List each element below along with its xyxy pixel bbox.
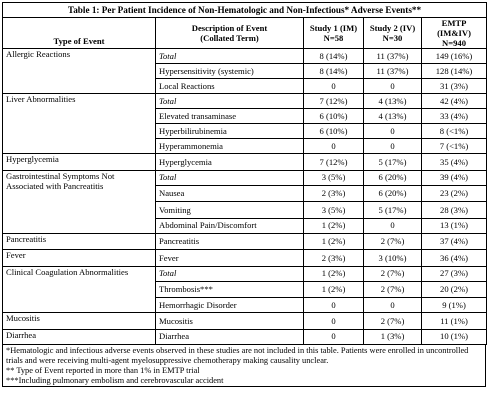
- event-type-cell: Allergic Reactions: [3, 49, 156, 94]
- study1-cell: 7 (12%): [304, 154, 364, 171]
- event-type-cell: Mucositis: [3, 313, 156, 330]
- table-title: Table 1: Per Patient Incidence of Non-Hematologic and Non-Infectious* Adverse Events**: [3, 3, 487, 18]
- emtp-cell: 11 (1%): [422, 313, 487, 330]
- header-study1: [304, 18, 364, 49]
- description-cell: Hyperammonemia: [156, 139, 304, 154]
- table-row: [3, 329, 487, 344]
- header-description-line2: (Collated Term): [200, 33, 259, 43]
- header-study2-line2: N=30: [382, 33, 403, 43]
- study1-cell: 0: [304, 329, 364, 344]
- header-study1-line1: Study 1 (IM): [309, 23, 358, 33]
- description-cell: Thrombosis***: [156, 281, 304, 298]
- event-type-cell: Liver Abnormalities: [3, 94, 156, 154]
- study1-cell: 7 (12%): [304, 94, 364, 109]
- study1-cell: 3 (5%): [304, 202, 364, 219]
- study2-cell: 0: [364, 298, 422, 313]
- study2-cell: 4 (13%): [364, 94, 422, 109]
- header-type-of-event: Type of Event: [3, 18, 156, 49]
- description-cell: Total: [156, 49, 304, 64]
- table-row: [3, 250, 487, 267]
- study1-cell: 8 (14%): [304, 64, 364, 79]
- study2-cell: 5 (17%): [364, 154, 422, 171]
- emtp-cell: 42 (4%): [422, 94, 487, 109]
- study1-cell: 1 (2%): [304, 233, 364, 250]
- header-study1-line2: N=58: [323, 33, 344, 43]
- event-type-cell: Fever: [3, 250, 156, 267]
- emtp-cell: 10 (1%): [422, 329, 487, 344]
- event-type-cell: Clinical Coagulation Abnormalities: [3, 266, 156, 313]
- footnote-3: ***Including pulmonary embolism and cerebrovascular accident: [6, 376, 224, 386]
- study1-cell: 0: [304, 79, 364, 94]
- description-cell: Local Reactions: [156, 79, 304, 94]
- header-study2-line1: Study 2 (IV): [369, 23, 416, 33]
- description-cell: Hyperglycemia: [156, 154, 304, 171]
- study2-cell: 2 (7%): [364, 313, 422, 330]
- emtp-cell: 23 (2%): [422, 185, 487, 202]
- emtp-cell: 13 (1%): [422, 218, 487, 233]
- emtp-cell: 39 (4%): [422, 170, 487, 185]
- adverse-events-table: [2, 2, 487, 345]
- description-cell: Hypersensitivity (systemic): [156, 64, 304, 79]
- emtp-cell: 37 (4%): [422, 233, 487, 250]
- description-cell: Abdominal Pain/Discomfort: [156, 218, 304, 233]
- study2-cell: 4 (13%): [364, 109, 422, 124]
- study1-cell: 1 (2%): [304, 218, 364, 233]
- study2-cell: 2 (7%): [364, 266, 422, 281]
- study1-cell: 8 (14%): [304, 49, 364, 64]
- study2-cell: 0: [364, 139, 422, 154]
- table-row: [3, 154, 487, 171]
- header-description-line1: Description of Event: [191, 23, 268, 33]
- study1-cell: 6 (10%): [304, 109, 364, 124]
- emtp-cell: 20 (2%): [422, 281, 487, 298]
- footnote-1: *Hematologic and infectious adverse events observed in these studies are not included in this table. Patients were enrolled in uncontrolled trials and were receiving multi-agent myelosuppressive chemotherapy making causality unclear.: [6, 345, 469, 365]
- study2-cell: 0: [364, 218, 422, 233]
- emtp-cell: 7 (<1%): [422, 139, 487, 154]
- description-cell: Diarrhea: [156, 329, 304, 344]
- table-row: [3, 313, 487, 330]
- event-type-cell: Pancreatitis: [3, 233, 156, 250]
- header-emtp-line2: N=940: [442, 38, 467, 48]
- emtp-cell: 36 (4%): [422, 250, 487, 267]
- study2-cell: 5 (17%): [364, 202, 422, 219]
- study2-cell: 11 (37%): [364, 49, 422, 64]
- description-cell: Nausea: [156, 185, 304, 202]
- description-cell: Elevated transaminase: [156, 109, 304, 124]
- description-cell: Total: [156, 170, 304, 185]
- description-cell: Mucositis: [156, 313, 304, 330]
- emtp-cell: 27 (3%): [422, 266, 487, 281]
- table-row: [3, 170, 487, 185]
- table-row: [3, 49, 487, 64]
- study1-cell: 1 (2%): [304, 266, 364, 281]
- emtp-cell: 31 (3%): [422, 79, 487, 94]
- study1-cell: 3 (5%): [304, 170, 364, 185]
- description-cell: Fever: [156, 250, 304, 267]
- study2-cell: 0: [364, 124, 422, 139]
- study1-cell: 0: [304, 313, 364, 330]
- study2-cell: 2 (7%): [364, 281, 422, 298]
- adverse-events-document: [2, 2, 486, 387]
- emtp-cell: 28 (3%): [422, 202, 487, 219]
- study2-cell: 3 (10%): [364, 250, 422, 267]
- study2-cell: 6 (20%): [364, 185, 422, 202]
- event-type-cell: Diarrhea: [3, 329, 156, 344]
- study2-cell: 2 (7%): [364, 233, 422, 250]
- description-cell: Total: [156, 94, 304, 109]
- description-cell: Hyperbilirubinemia: [156, 124, 304, 139]
- study1-cell: 2 (3%): [304, 250, 364, 267]
- header-emtp: [422, 18, 487, 49]
- header-emtp-line1: EMTP (IM&IV): [437, 18, 471, 38]
- study2-cell: 0: [364, 79, 422, 94]
- table-row: [3, 94, 487, 109]
- study2-cell: 1 (3%): [364, 329, 422, 344]
- study1-cell: 1 (2%): [304, 281, 364, 298]
- header-study2: [364, 18, 422, 49]
- study2-cell: 11 (37%): [364, 64, 422, 79]
- description-cell: Vomiting: [156, 202, 304, 219]
- emtp-cell: 33 (4%): [422, 109, 487, 124]
- description-cell: Pancreatitis: [156, 233, 304, 250]
- emtp-cell: 9 (1%): [422, 298, 487, 313]
- footnote-2: ** Type of Event reported in more than 1% in EMTP trial: [6, 365, 200, 375]
- study1-cell: 2 (3%): [304, 185, 364, 202]
- study1-cell: 0: [304, 298, 364, 313]
- event-type-cell: Gastrointestinal Symptoms Not Associated with Pancreatitis: [3, 170, 156, 233]
- study2-cell: 6 (20%): [364, 170, 422, 185]
- emtp-cell: 35 (4%): [422, 154, 487, 171]
- table-row: [3, 266, 487, 281]
- event-type-cell: Hyperglycemia: [3, 154, 156, 171]
- emtp-cell: 149 (16%): [422, 49, 487, 64]
- description-cell: Hemorrhagic Disorder: [156, 298, 304, 313]
- table-row: [3, 233, 487, 250]
- emtp-cell: 128 (14%): [422, 64, 487, 79]
- table-footnotes: [2, 345, 486, 388]
- header-description: [156, 18, 304, 49]
- study1-cell: 0: [304, 139, 364, 154]
- emtp-cell: 8 (<1%): [422, 124, 487, 139]
- study1-cell: 6 (10%): [304, 124, 364, 139]
- description-cell: Total: [156, 266, 304, 281]
